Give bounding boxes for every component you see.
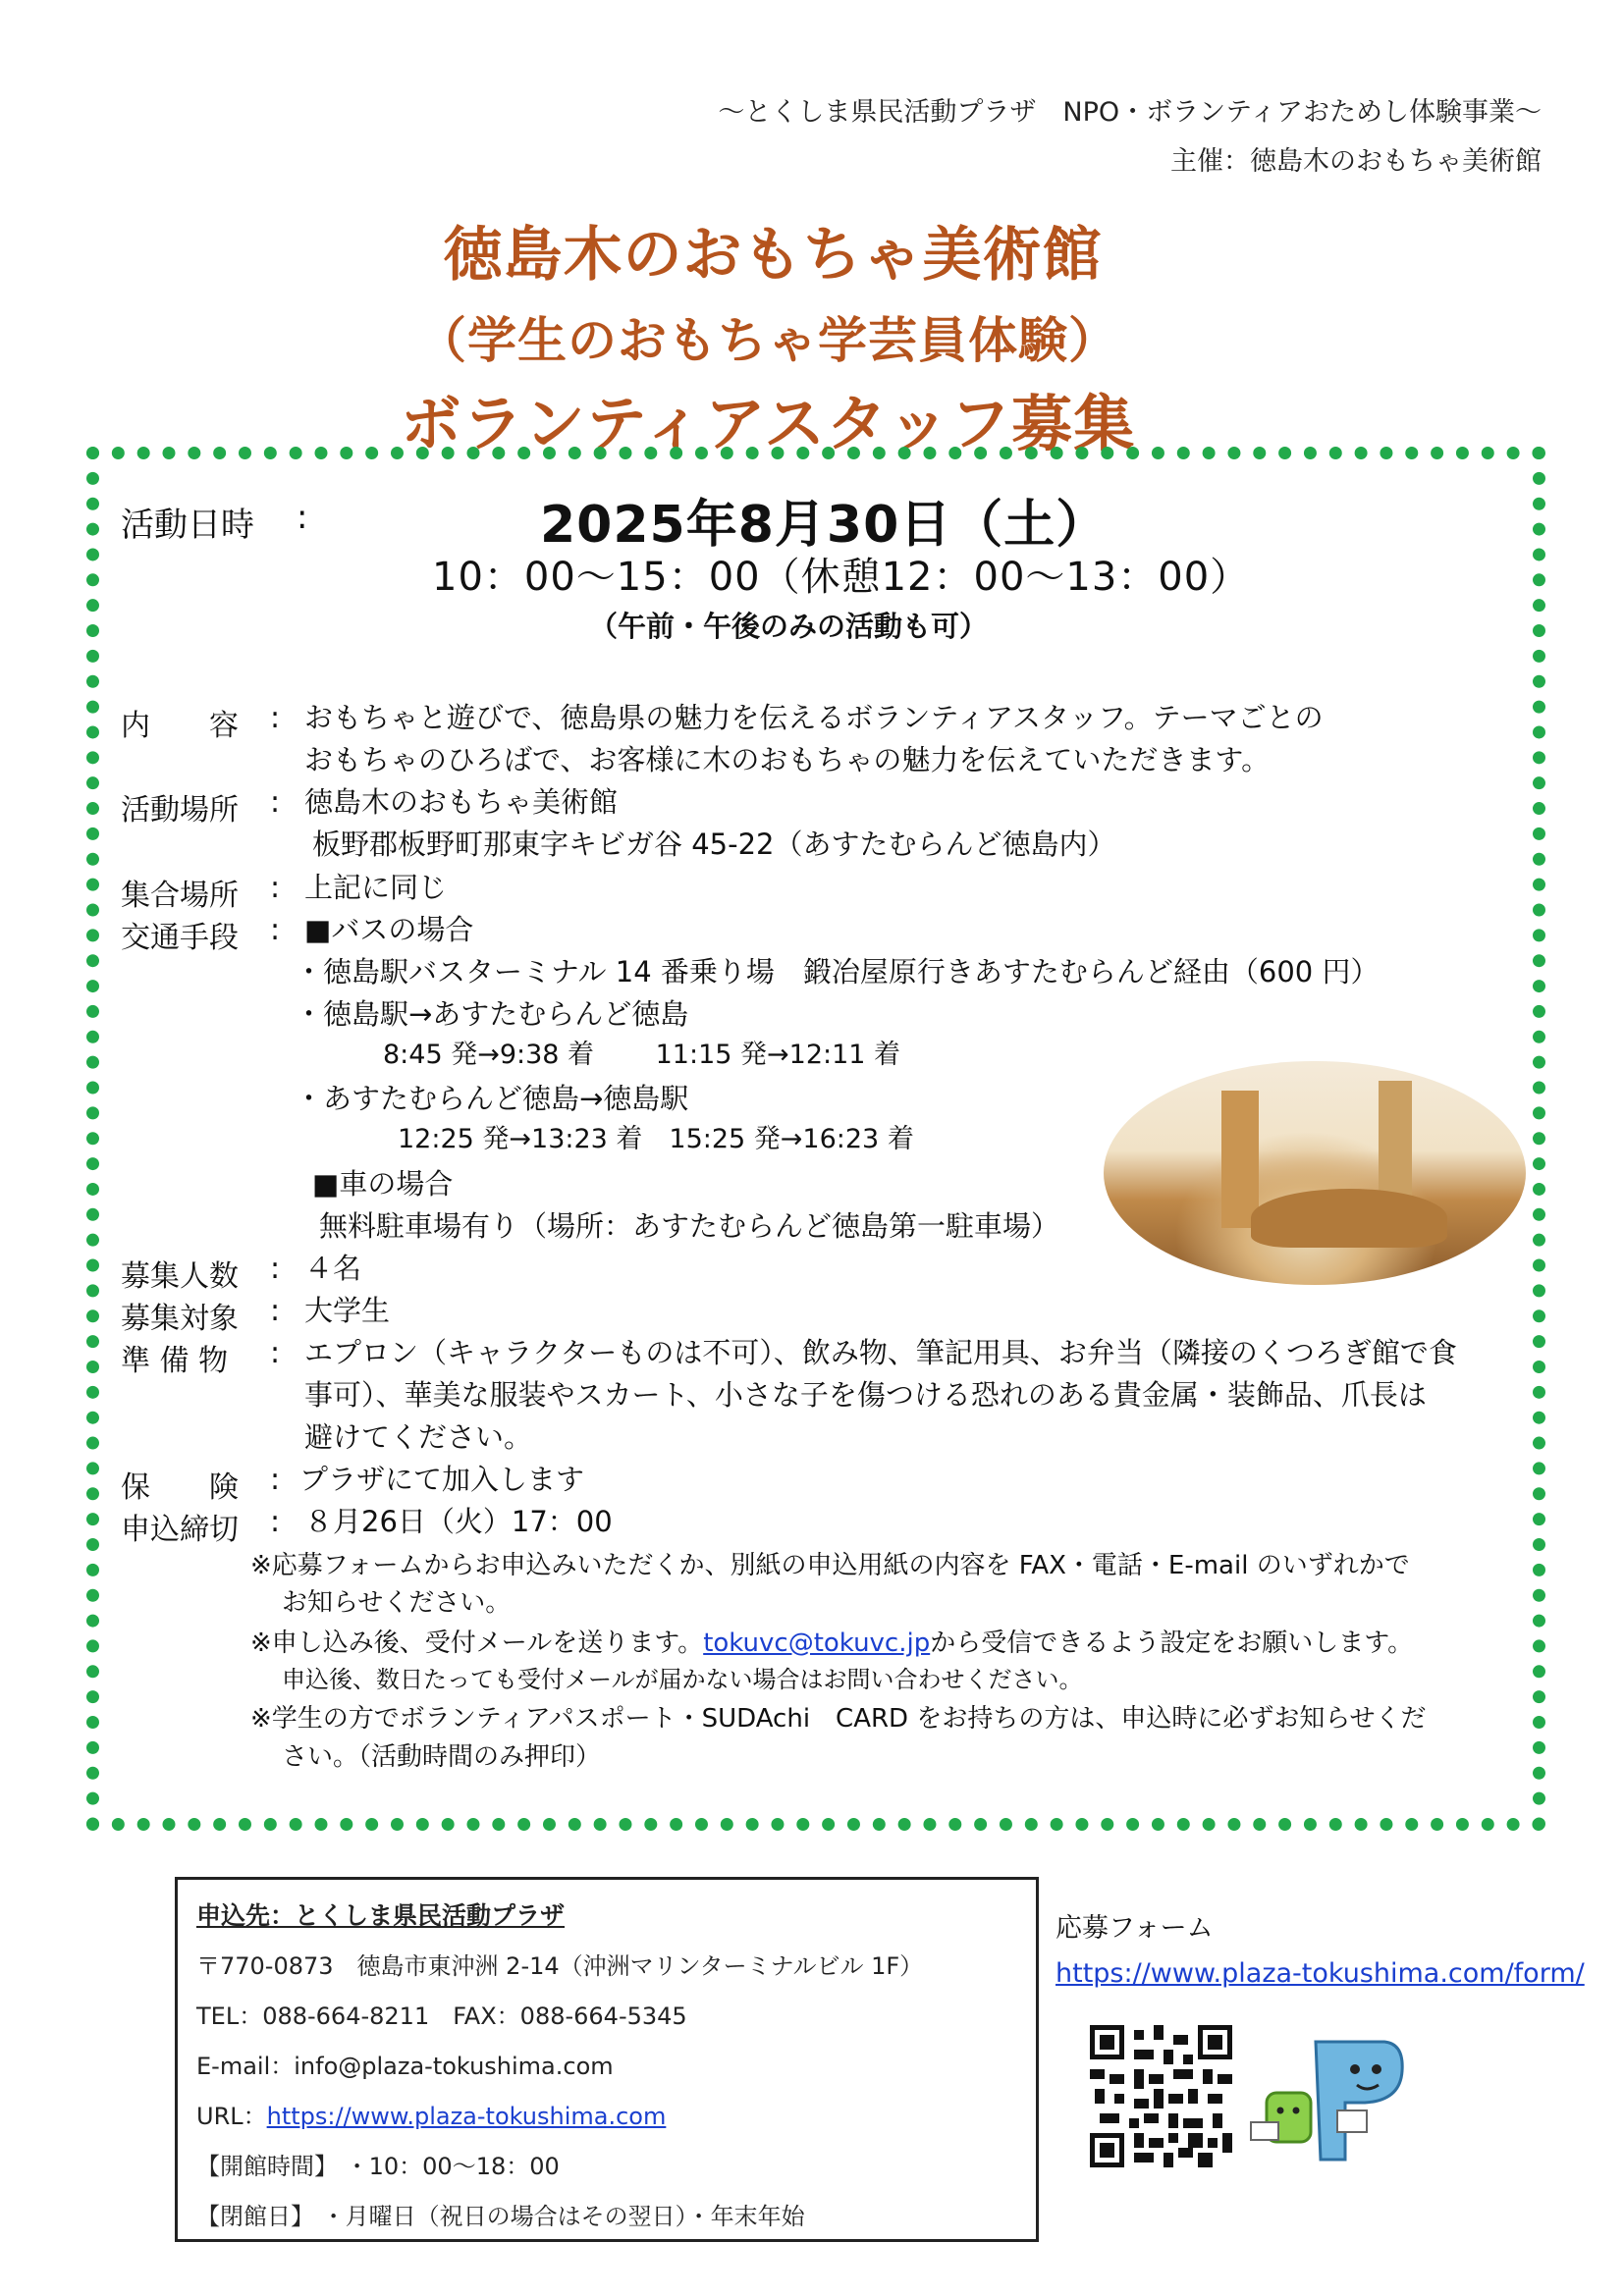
deadline-text: ８月26日（火）17：00 <box>304 1505 613 1538</box>
colon: : <box>270 913 281 947</box>
form-url-link[interactable]: https://www.plaza-tokushima.com/form/ <box>1056 1958 1585 1989</box>
items-text-2: 事可）、華美な服装やスカート、小さな子を傷つける恐れのある貴金属・装飾品、爪長は <box>304 1378 1427 1412</box>
colon: : <box>270 1505 281 1539</box>
content-label: 内 容 <box>121 709 239 743</box>
note-3b: さい。（活動時間のみ押印） <box>282 1742 602 1772</box>
content-text-2: おもちゃのひろばで、お客様に木のおもちゃの魅力を伝えていただきます。 <box>304 743 1271 776</box>
contact-tel: TEL：088-664-8211 FAX：088-664-5345 <box>196 2002 687 2030</box>
note-1b: お知らせください。 <box>282 1588 512 1618</box>
note-2a <box>250 1629 1413 1659</box>
contact-url-label: URL： <box>196 2103 267 2130</box>
colon: : <box>270 1463 281 1497</box>
items-label: 準 備 物 <box>121 1344 229 1378</box>
colon: : <box>270 1336 281 1370</box>
colon: : <box>270 701 281 735</box>
title-recruit: ボランティアスタッフ募集 <box>400 388 1136 459</box>
contact-closed: 【閉館日】 ・月曜日（祝日の場合はその翌日）・年末年始 <box>196 2203 805 2230</box>
target-label: 募集対象 <box>121 1302 239 1336</box>
car-heading: ■車の場合 <box>312 1167 454 1201</box>
note-2a-pre: ※申し込み後、受付メールを送ります。 <box>250 1629 704 1658</box>
schedule-label: 活動日時 <box>121 506 254 545</box>
place-name: 徳島木のおもちゃ美術館 <box>304 785 619 819</box>
contact-hours: 【開館時間】 ・10：00～18：00 <box>196 2153 560 2180</box>
contact-heading: 申込先：とくしま県民活動プラザ <box>196 1901 566 1930</box>
colon: : <box>270 871 281 905</box>
insurance-text: プラザにて加入します <box>299 1463 585 1496</box>
program-header: ～とくしま県民活動プラザ NPO・ボランティアおためし体験事業～ <box>718 97 1542 128</box>
meet-text: 上記に同じ <box>304 871 448 904</box>
colon: : <box>270 785 281 820</box>
place-label: 活動場所 <box>121 793 239 828</box>
note-1a: ※応募フォームからお申込みいただくか、別紙の申込用紙の内容を FAX・電話・E-mail のいずれかで <box>250 1551 1410 1580</box>
count-text: ４名 <box>304 1252 362 1285</box>
contact-address: 〒770-0873 徳島市東沖洲 2-14（沖洲マリンターミナルビル 1F） <box>196 1952 924 1980</box>
transport-label: 交通手段 <box>121 921 239 955</box>
museum-photo <box>1104 1061 1526 1285</box>
bus-return-times: 12:25 発→13:23 着 15:25 発→16:23 着 <box>398 1124 914 1154</box>
title-subtitle: （学生のおもちゃ学芸員体験） <box>417 312 1118 369</box>
meet-label: 集合場所 <box>121 879 239 913</box>
bus-outbound-times: 8:45 発→9:38 着 11:15 発→12:11 着 <box>383 1040 901 1070</box>
items-text-3: 避けてください。 <box>304 1420 533 1454</box>
plaza-mascot-icon <box>1247 2032 1409 2169</box>
contact-url-line <box>196 2097 666 2131</box>
form-label: 応募フォーム <box>1056 1913 1214 1944</box>
car-parking: 無料駐車場有り（場所：あすたむらんど徳島第一駐車場） <box>319 1209 1060 1243</box>
title-museum: 徳島木のおもちゃ美術館 <box>443 221 1103 290</box>
colon: : <box>270 1252 281 1286</box>
note-2b: 申込後、数日たっても受付メールが届かない場合はお問い合わせください。 <box>282 1666 1083 1693</box>
qr-code-icon[interactable] <box>1090 2025 1232 2167</box>
note-2a-post: から受信できるよう設定をお願いします。 <box>930 1629 1414 1658</box>
bus-heading: ■バスの場合 <box>304 913 474 946</box>
schedule-colon: : <box>297 498 308 537</box>
insurance-label: 保 険 <box>121 1470 239 1505</box>
items-text-1: エプロン（キャラクターものは不可）、飲み物、筆記用具、お弁当（隣接のくつろぎ館で食 <box>304 1336 1457 1369</box>
count-label: 募集人数 <box>121 1259 239 1294</box>
bus-outbound-label: ・徳島駅→あすたむらんど徳島 <box>295 997 689 1031</box>
contact-email-link[interactable]: tokuvc@tokuvc.jp <box>703 1629 931 1658</box>
target-text: 大学生 <box>304 1294 391 1327</box>
activity-date: 2025年8月30日（土） <box>540 496 1109 555</box>
contact-url-link[interactable]: https://www.plaza-tokushima.com <box>266 2103 667 2130</box>
activity-time: 10：00～15：00（休憩12：00～13：00） <box>432 555 1251 600</box>
place-address: 板野郡板野町那東字キビガ谷 45-22（あすたむらんど徳島内） <box>312 828 1116 861</box>
contact-email: E-mail：info@plaza-tokushima.com <box>196 2053 614 2080</box>
content-text-1: おもちゃと遊びで、徳島県の魅力を伝えるボランティアスタッフ。テーマごとの <box>304 701 1324 734</box>
bus-route: ・徳島駅バスターミナル 14 番乗り場 鍛冶屋原行きあすたむらんど経由（600 円） <box>295 955 1380 988</box>
bus-return-label: ・あすたむらんど徳島→徳島駅 <box>295 1082 689 1115</box>
deadline-label: 申込締切 <box>121 1513 239 1547</box>
activity-note: （午前・午後のみの活動も可） <box>589 610 989 643</box>
organizer-line: 主催：徳島木のおもちゃ美術館 <box>1170 146 1542 177</box>
note-3a: ※学生の方でボランティアパスポート・SUDAchi CARD をお持ちの方は、申込時に必ずお知らせくだ <box>250 1704 1427 1734</box>
colon: : <box>270 1294 281 1328</box>
